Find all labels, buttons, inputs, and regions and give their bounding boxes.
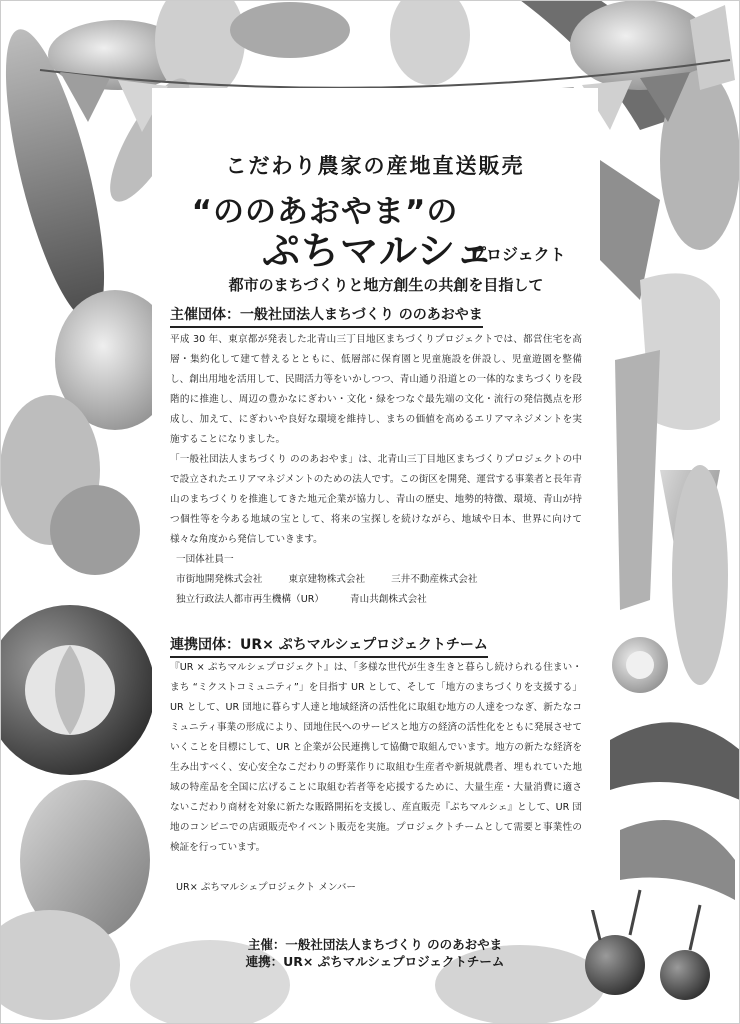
section1-members xyxy=(176,550,477,610)
section1-paragraph-1: 平成 30 年、東京都が発表した北青山三丁目地区まちづくりプロジェクトでは、都営住宅を高層・集約化して建て替えるとともに、低層部に保育園と児童施設を併設し、児童遊園を整備し、創出用地を活用して、民間活力等をいかしつつ、青山通り沿道との一体的なまちづくりを段階的に推進し、周辺の豊かなにぎわい・文化・緑をつなぐ最先端の文化・流行の発信拠点を形成し、加えて、にぎわいや良好な環境を維持し、まちの価値を高めるエリアマネジメントを実施することになりました。 xyxy=(170,334,582,445)
section2-body xyxy=(170,658,582,858)
radish-illustration xyxy=(585,935,645,995)
section1-paragraph-2: 「一般社団法人まちづくり ののあおやま」は、北青山三丁目地区まちづくりプロジェクトの中で設立されたエリアマネジメントのための法人です。この街区を開発、運営する事業者と長年青山のまちづくりを推進してきた地元企業が協力し、青山の歴史、地勢的特徴、環境、青山が持つ個性等を今ある地域の宝として、将来の宝探しを続けながら、地域や日本、世界に向けて様々な角度から発信していきます。 xyxy=(170,454,582,545)
member-item: 三井不動産株式会社 xyxy=(391,574,478,585)
section2-paragraph: 『UR × ぷちマルシェプロジェクト』は、「多様な世代が生き生きと暮らし続けられる住まい・まち “ミクストコミュニティ”」を目指す UR として、そして「地方のまちづくりを支援する」UR として、UR 団地に暮らす人達と地域経済の活性化に取組む地方の人達をつなぎ、新たなコミュニティ事業の形成により、団地住民へのサービスと地方の経済の活性化をともに発展させていくことを目標にして、UR と企業が公民連携して協働で取組んでいます。地方の新たな経済を生み出すべく、安心安全なこだわりの野菜作りに取組む生産者や新規就農者、埋もれていた地域の特産品を全国に広げることに取組む若者等を応援するために、大量生産・大量消費に適さないこだわり商材を対象に新たな販路開拓を支援し、産直販売『ぷちマルシェ』として、UR 団地のコンビニでの店頭販売やイベント販売を実施。プロジェクトチームとして需要と事業性の検証を行っています。 xyxy=(170,662,582,853)
member-item: 東京建物株式会社 xyxy=(288,574,366,585)
tagline: こだわり農家の産地直送販売 xyxy=(225,154,525,178)
title-line1: “ののあおやま”の xyxy=(191,194,459,230)
section1-members-label: 一団体社員一 xyxy=(176,554,234,565)
member-item: 独立行政法人都市再生機構（UR） xyxy=(176,594,325,605)
section2-members-label: UR× ぷちマルシェプロジェクト メンバー xyxy=(176,882,357,893)
title-line2-suffix: プロジェクト xyxy=(470,245,566,264)
footer-partner: 連携：UR× ぷちマルシェプロジェクトチーム xyxy=(245,954,505,969)
members-row-1 xyxy=(176,570,477,590)
section1-heading: 主催団体：一般社団法人まちづくり ののあおやま xyxy=(170,304,483,328)
title-line2-main: ぷちマルシェ xyxy=(262,229,495,273)
footer-credits xyxy=(190,936,560,970)
footer-organizer: 主催：一般社団法人まちづくり ののあおやま xyxy=(247,937,503,952)
subtitle: 都市のまちづくりと地方創生の共創を目指して xyxy=(228,276,544,294)
member-item: 市街地開発株式会社 xyxy=(176,574,263,585)
section1-body xyxy=(170,330,582,550)
members-row-2 xyxy=(176,590,477,610)
member-item: 青山共創株式会社 xyxy=(350,594,427,605)
section2-heading: 連携団体：UR× ぷちマルシェプロジェクトチーム xyxy=(170,634,488,658)
